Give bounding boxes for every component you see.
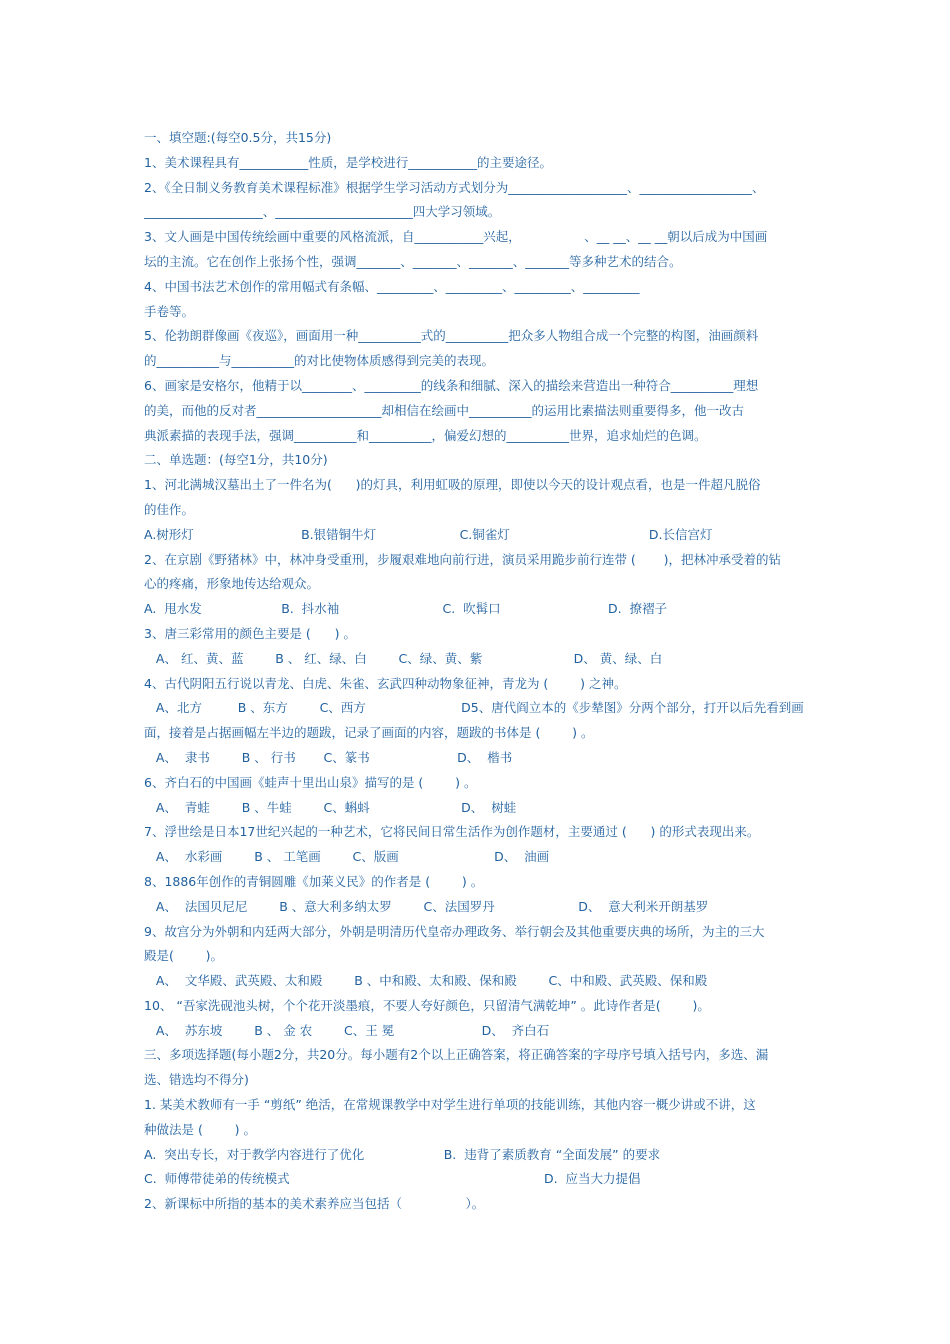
text-line: 三、多项选择题(每小题2分，共20分。每小题有2个以上正确答案，将正确答案的字母序号填入括号内，多选、漏: [144, 1047, 769, 1063]
text-line: 2、在京剧《野猪林》中，林冲身受重刑，步履艰难地向前行进，演员采用跪步前行连带 ( )，把林冲承受着的钻: [144, 551, 781, 567]
text-line: 4、中国书法艺术创作的常用幅式有条幅、_________、_________、_________、_________: [144, 278, 640, 294]
text-line: A. 甩水发 B. 抖水袖 C. 吹髯口 D. 撩褶子: [144, 601, 667, 617]
text-line: 二、单选题：(每空1分，共10分): [144, 452, 328, 468]
text-line: 7、浮世绘是日本17世纪兴起的一种艺术，它将民间日常生活作为创作题材，主要通过 ( ) 的形式表现出来。: [144, 824, 760, 840]
text-line: 10、 “吾家洗砚池头树，个个花开淡墨痕，不要人夸好颜色，只留清气满乾坤” 。此诗作者是( )。: [144, 997, 710, 1013]
text-line: 9、故宫分为外朝和内廷两大部分，外朝是明清历代皇帝办理政务、举行朝会及其他重要庆典的场所，为主的三大: [144, 923, 765, 939]
text-line: A、 隶书 B 、 行书 C、篆书 D、 楷书: [144, 749, 513, 765]
text-line: 殿是( )。: [144, 948, 224, 964]
exam-content: [144, 126, 809, 1217]
text-line: 的__________与__________的对比使物体质感得到完美的表现。: [144, 353, 495, 369]
text-line: 2、新课标中所指的基本的美术素养应当包括（ ）。: [144, 1196, 485, 1212]
text-line: 3、唐三彩常用的颜色主要是 ( ) 。: [144, 625, 356, 641]
text-line: 1、美术课程具有___________性质，是学校进行___________的主要途径。: [144, 154, 552, 170]
text-line: 6、齐白石的中国画《蛙声十里出山泉》描写的是 ( ) 。: [144, 774, 477, 790]
text-line: A、北方 B 、东方 C、西方 D5、唐代阎立本的《步辇图》分两个部分，打开以后先看到画: [144, 700, 804, 716]
text-line: ___________________、______________________四大学习领域。: [144, 204, 501, 220]
text-line: 典派素描的表现手法，强调__________和__________，偏爱幻想的__________世界，追求灿烂的色调。: [144, 427, 707, 443]
text-line: 1. 某美术教师有一手 “剪纸” 绝活，在常规课教学中对学生进行单项的技能训练，其他内容一概少讲或不讲，这: [144, 1097, 756, 1113]
text-line: 心的疼痛，形象地传达给观众。: [144, 576, 320, 592]
text-line: 坛的主流。它在创作上张扬个性，强调_______、_______、_______、_______等多种艺术的结合。: [144, 253, 682, 269]
text-line: 一、填空题:(每空0.5分，共15分): [144, 130, 332, 145]
text-line: A、 水彩画 B 、 工笔画 C、版画 D、 油画: [144, 849, 550, 865]
text-line: 手卷等。: [144, 303, 195, 319]
text-line: 6、画家是安格尔，他精于以________、_________的线条和细腻、深入的描绘来营造出一种符合__________理想: [144, 377, 759, 393]
text-line: 1、河北满城汉墓出土了一件名为( )的灯具，利用虹吸的原理，即使以今天的设计观点看，也是一件超凡脱俗: [144, 477, 761, 493]
text-line: 选、错选均不得分): [144, 1072, 249, 1088]
text-line: A. 突出专长，对于教学内容进行了优化 B. 违背了素质教育 “全面发展” 的要求: [144, 1146, 661, 1162]
text-line: 4、古代阴阳五行说以青龙、白虎、朱雀、玄武四种动物象征神，青龙为 ( ) 之神。: [144, 675, 627, 691]
text-line: 8、1886年创作的青铜圆雕《加莱义民》的作者是 ( ) 。: [144, 873, 484, 889]
text-line: A、 青蛙 B 、牛蛙 C、蝌蚪 D、 树蛙: [144, 799, 517, 815]
text-line: A、 红、黄、蓝 B 、 红、绿、白 C、绿、黄、紫 D、 黄、绿、白: [144, 650, 663, 666]
text-line: C. 师傅带徒弟的传统模式 D. 应当大力提倡: [144, 1171, 641, 1187]
text-line: A、 文华殿、武英殿、太和殿 B 、中和殿、太和殿、保和殿 C、中和殿、武英殿、保和殿: [144, 973, 708, 989]
text-line: 种做法是 ( ) 。: [144, 1121, 256, 1137]
text-line: 5、伦勃朗群像画《夜巡》，画面用一种__________式的__________把众多人物组合成一个完整的构图，油画颜料: [144, 328, 759, 344]
text-line: 面，接着是占据画幅左半边的题跋，记录了画面的内容，题跋的书体是 ( ) 。: [144, 725, 594, 741]
text-line: 的美，而他的反对者____________________却相信在绘画中__________的运用比素描法则重要得多，他一改古: [144, 402, 745, 418]
text-line: 2、《全日制义务教育美术课程标准》根据学生学习活动方式划分为___________________、__________________、: [144, 179, 765, 195]
text-line: A、 苏东坡 B 、 金 农 C、王 冕 D、 齐白石: [144, 1022, 550, 1038]
text-line: A.树形灯 B.银错铜牛灯 C.铜雀灯 D.长信宫灯: [144, 526, 713, 542]
text-line: A、 法国贝尼尼 B 、意大利多纳太罗 C、法国罗丹 D、 意大利米开朗基罗: [144, 898, 709, 914]
text-line: 3、文人画是中国传统绘画中重要的风格流派，自___________兴起， 、__ __、__ __朝以后成为中国画: [144, 229, 768, 245]
text-line: 的佳作。: [144, 501, 195, 517]
